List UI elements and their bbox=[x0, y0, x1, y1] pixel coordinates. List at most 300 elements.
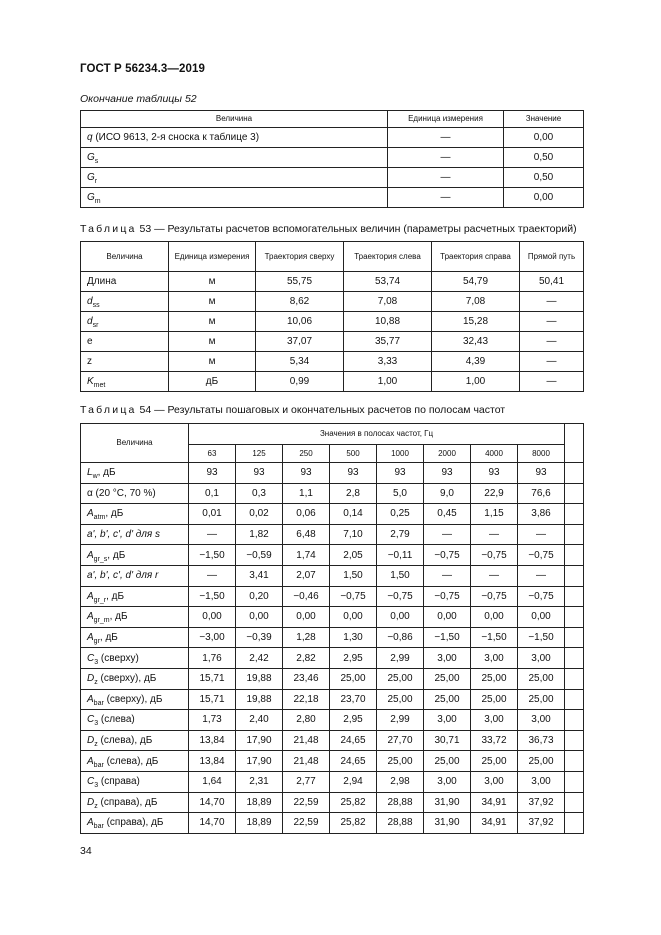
table-row bbox=[81, 188, 584, 208]
value-cell: 2,8 bbox=[330, 483, 377, 504]
quantity-subscript: w bbox=[92, 473, 98, 481]
value-cell: 0,50 bbox=[504, 148, 584, 168]
quantity-subscript: bar bbox=[93, 761, 104, 769]
blank-cell bbox=[565, 668, 584, 689]
value-cell: — bbox=[424, 524, 471, 545]
quantity-subscript: gr_s bbox=[93, 555, 108, 563]
value-cell: −0,75 bbox=[330, 586, 377, 607]
table-row bbox=[81, 332, 584, 352]
quantity-cell bbox=[81, 312, 169, 332]
value-cell: −1,50 bbox=[518, 627, 565, 648]
quantity-cell bbox=[81, 463, 189, 484]
freq-header: 500 bbox=[330, 445, 377, 463]
value-cell: 28,88 bbox=[377, 813, 424, 834]
value-cell: 1,74 bbox=[283, 545, 330, 566]
quantity-cell bbox=[81, 524, 189, 545]
value-cell: 1,15 bbox=[471, 504, 518, 525]
value-cell: 32,43 bbox=[432, 332, 520, 352]
value-cell: 25,00 bbox=[518, 689, 565, 710]
quantity-suffix: (справа), дБ bbox=[103, 817, 164, 829]
quantity-suffix: , дБ bbox=[106, 590, 125, 602]
value-cell: 93 bbox=[471, 463, 518, 484]
value-cell: 55,75 bbox=[256, 272, 344, 292]
freq-header: 4000 bbox=[471, 445, 518, 463]
value-cell: — bbox=[520, 372, 584, 392]
value-cell: −0,86 bbox=[377, 627, 424, 648]
quantity-suffix: (ИСО 9613, 2-я сноска к таблице 3) bbox=[92, 132, 260, 143]
quantity-symbol: A bbox=[87, 549, 94, 561]
quantity-cell bbox=[81, 545, 189, 566]
quantity-suffix: (слева) bbox=[98, 714, 135, 726]
table-row bbox=[81, 292, 584, 312]
value-cell: 37,07 bbox=[256, 332, 344, 352]
value-cell: 0,00 bbox=[330, 607, 377, 628]
table53-caption bbox=[80, 223, 577, 235]
value-cell: 0,00 bbox=[424, 607, 471, 628]
blank-cell bbox=[565, 504, 584, 525]
table52-caption: Окончание таблицы 52 bbox=[80, 93, 197, 105]
value-cell: 25,82 bbox=[330, 813, 377, 834]
table53-caption-label: Таблица bbox=[80, 223, 137, 235]
value-cell: 15,28 bbox=[432, 312, 520, 332]
table-row bbox=[81, 148, 584, 168]
quantity-cell bbox=[81, 771, 189, 792]
table-row bbox=[81, 168, 584, 188]
value-cell: 2,79 bbox=[377, 524, 424, 545]
quantity-cell bbox=[81, 148, 388, 168]
value-cell: 2,77 bbox=[283, 771, 330, 792]
table-53 bbox=[80, 241, 584, 392]
quantity-cell bbox=[81, 372, 169, 392]
quantity-name: Длина bbox=[87, 276, 117, 287]
quantity-subscript: bar bbox=[93, 823, 104, 831]
value-cell: 14,70 bbox=[189, 792, 236, 813]
value-cell: 13,84 bbox=[189, 751, 236, 772]
value-cell: 93 bbox=[424, 463, 471, 484]
value-cell: 0,00 bbox=[504, 128, 584, 148]
col-header-unit: Единица измерения bbox=[388, 111, 504, 128]
value-cell: — bbox=[189, 565, 236, 586]
blank-cell bbox=[565, 607, 584, 628]
quantity-subscript: sr bbox=[92, 322, 99, 329]
value-cell: — bbox=[518, 565, 565, 586]
table-row bbox=[81, 128, 584, 148]
col-header: Единица измерения bbox=[169, 242, 256, 272]
blank-cell bbox=[565, 689, 584, 710]
quantity-cell bbox=[81, 627, 189, 648]
value-cell: 25,00 bbox=[377, 668, 424, 689]
blank-cell bbox=[565, 483, 584, 504]
value-cell: — bbox=[520, 332, 584, 352]
table-row bbox=[81, 372, 584, 392]
value-cell: 15,71 bbox=[189, 668, 236, 689]
quantity-symbol: C bbox=[87, 776, 95, 788]
value-cell: −1,50 bbox=[424, 627, 471, 648]
value-cell: 10,88 bbox=[344, 312, 432, 332]
quantity-suffix: (слева), дБ bbox=[97, 735, 153, 747]
quantity-symbol: A bbox=[87, 611, 94, 623]
quantity-subscript: 3 bbox=[94, 782, 99, 790]
value-cell: 21,48 bbox=[283, 751, 330, 772]
table-row bbox=[81, 463, 584, 484]
value-cell: 37,92 bbox=[518, 792, 565, 813]
table-row bbox=[81, 771, 584, 792]
quantity-symbol: A bbox=[87, 693, 94, 705]
quantity-symbol: d bbox=[87, 296, 93, 307]
quantity-cell bbox=[81, 689, 189, 710]
value-cell: 93 bbox=[189, 463, 236, 484]
table-row bbox=[81, 627, 584, 648]
value-cell: — bbox=[518, 524, 565, 545]
value-cell: 0,20 bbox=[236, 586, 283, 607]
value-cell: 2,05 bbox=[330, 545, 377, 566]
quantity-suffix: (справа), дБ bbox=[97, 796, 158, 808]
table-row bbox=[81, 813, 584, 834]
value-cell: 0,00 bbox=[377, 607, 424, 628]
quantity-subscript: z bbox=[94, 741, 98, 749]
quantity-cell bbox=[81, 813, 189, 834]
value-cell: 1,82 bbox=[236, 524, 283, 545]
quantity-symbol: G bbox=[87, 172, 95, 183]
freq-header: 250 bbox=[283, 445, 330, 463]
value-cell: 93 bbox=[377, 463, 424, 484]
value-cell: 93 bbox=[283, 463, 330, 484]
blank-cell bbox=[565, 792, 584, 813]
quantity-symbol: A bbox=[87, 755, 94, 767]
table-row bbox=[81, 272, 584, 292]
table-row bbox=[81, 689, 584, 710]
table54-caption-label: Таблица bbox=[80, 404, 137, 416]
value-cell: 0,14 bbox=[330, 504, 377, 525]
value-cell: −0,46 bbox=[283, 586, 330, 607]
value-cell: 25,00 bbox=[377, 751, 424, 772]
col-header-value: Значение bbox=[504, 111, 584, 128]
quantity-symbol: C bbox=[87, 652, 95, 664]
value-cell: −0,39 bbox=[236, 627, 283, 648]
col-header: Траектория слева bbox=[344, 242, 432, 272]
value-cell: 0,00 bbox=[518, 607, 565, 628]
col-header: Траектория сверху bbox=[256, 242, 344, 272]
quantity-cell bbox=[81, 504, 189, 525]
value-cell: 35,77 bbox=[344, 332, 432, 352]
value-cell: 2,07 bbox=[283, 565, 330, 586]
value-cell: — bbox=[471, 565, 518, 586]
quantity-subscript: gr_r bbox=[93, 596, 107, 604]
value-cell: 22,59 bbox=[283, 792, 330, 813]
value-cell: 13,84 bbox=[189, 730, 236, 751]
value-cell: 19,88 bbox=[236, 668, 283, 689]
value-cell: — bbox=[471, 524, 518, 545]
quantity-symbol: A bbox=[87, 817, 94, 829]
quantity-cell bbox=[81, 188, 388, 208]
table-row bbox=[81, 545, 584, 566]
quantity-cell bbox=[81, 751, 189, 772]
value-cell: — bbox=[520, 352, 584, 372]
table-row bbox=[81, 352, 584, 372]
value-cell: — bbox=[189, 524, 236, 545]
value-cell: 0,06 bbox=[283, 504, 330, 525]
quantity-symbol: G bbox=[87, 152, 95, 163]
value-cell: 10,06 bbox=[256, 312, 344, 332]
unit-cell: м bbox=[169, 272, 256, 292]
blank-cell bbox=[565, 648, 584, 669]
unit-cell: — bbox=[388, 128, 504, 148]
value-cell: −1,50 bbox=[471, 627, 518, 648]
quantity-cell bbox=[81, 352, 169, 372]
value-cell: 1,00 bbox=[344, 372, 432, 392]
value-cell: 23,46 bbox=[283, 668, 330, 689]
value-cell: 3,00 bbox=[518, 771, 565, 792]
quantity-symbol: L bbox=[87, 467, 93, 479]
col-header-quantity: Величина bbox=[81, 424, 189, 463]
value-cell: 31,90 bbox=[424, 813, 471, 834]
table-row bbox=[81, 792, 584, 813]
quantity-cell bbox=[81, 332, 169, 352]
value-cell: 0,00 bbox=[189, 607, 236, 628]
value-cell: 2,82 bbox=[283, 648, 330, 669]
value-cell: −1,50 bbox=[189, 586, 236, 607]
table53-caption-text: 53 — Результаты расчетов вспомогательных величин (параметры расчетных траекторий) bbox=[139, 223, 577, 235]
value-cell: 27,70 bbox=[377, 730, 424, 751]
quantity-name: e bbox=[87, 336, 93, 347]
quantity-suffix: , дБ bbox=[97, 467, 116, 479]
value-cell: 7,10 bbox=[330, 524, 377, 545]
value-cell: 5,0 bbox=[377, 483, 424, 504]
value-cell: 1,73 bbox=[189, 710, 236, 731]
unit-cell: м bbox=[169, 312, 256, 332]
quantity-symbol: A bbox=[87, 508, 94, 520]
quantity-subscript: r bbox=[94, 178, 98, 185]
value-cell: −0,59 bbox=[236, 545, 283, 566]
table-52 bbox=[80, 110, 584, 208]
value-cell: 25,00 bbox=[471, 689, 518, 710]
value-cell: 25,00 bbox=[518, 751, 565, 772]
quantity-suffix: α (20 °C, 70 %) bbox=[87, 487, 156, 499]
value-cell: 1,30 bbox=[330, 627, 377, 648]
value-cell: 2,99 bbox=[377, 710, 424, 731]
value-cell: 22,18 bbox=[283, 689, 330, 710]
value-cell: 93 bbox=[518, 463, 565, 484]
value-cell: 2,80 bbox=[283, 710, 330, 731]
value-cell: −3,00 bbox=[189, 627, 236, 648]
quantity-symbol: D bbox=[87, 796, 95, 808]
quantity-symbol: a', b', c', d' для s bbox=[87, 529, 161, 541]
value-cell: — bbox=[520, 312, 584, 332]
freq-header: 1000 bbox=[377, 445, 424, 463]
value-cell: 0,99 bbox=[256, 372, 344, 392]
value-cell: 18,89 bbox=[236, 813, 283, 834]
value-cell: 1,50 bbox=[377, 565, 424, 586]
value-cell: −0,75 bbox=[518, 586, 565, 607]
value-cell: 2,40 bbox=[236, 710, 283, 731]
blank-cell bbox=[565, 751, 584, 772]
value-cell: −0,75 bbox=[471, 586, 518, 607]
value-cell: 50,41 bbox=[520, 272, 584, 292]
value-cell: −1,50 bbox=[189, 545, 236, 566]
value-cell: 3,00 bbox=[471, 710, 518, 731]
value-cell: 2,99 bbox=[377, 648, 424, 669]
value-cell: 5,34 bbox=[256, 352, 344, 372]
blank-cell bbox=[565, 524, 584, 545]
freq-header: 63 bbox=[189, 445, 236, 463]
table-row bbox=[81, 565, 584, 586]
value-cell: 0,00 bbox=[471, 607, 518, 628]
quantity-subscript: gr bbox=[93, 638, 100, 646]
value-cell: 25,00 bbox=[377, 689, 424, 710]
value-cell: 93 bbox=[330, 463, 377, 484]
value-cell: 76,6 bbox=[518, 483, 565, 504]
value-cell: 21,48 bbox=[283, 730, 330, 751]
quantity-symbol: C bbox=[87, 714, 95, 726]
unit-cell: — bbox=[388, 168, 504, 188]
quantity-suffix: , дБ bbox=[99, 632, 118, 644]
quantity-cell bbox=[81, 586, 189, 607]
value-cell: 30,71 bbox=[424, 730, 471, 751]
unit-cell: — bbox=[388, 148, 504, 168]
value-cell: −0,75 bbox=[518, 545, 565, 566]
quantity-suffix: , дБ bbox=[107, 549, 126, 561]
value-cell: 25,00 bbox=[424, 689, 471, 710]
col-header-frequency-group: Значения в полосах частот, Гц bbox=[189, 424, 565, 445]
quantity-suffix: (справа) bbox=[98, 776, 140, 788]
value-cell: −0,11 bbox=[377, 545, 424, 566]
value-cell: 25,00 bbox=[330, 668, 377, 689]
value-cell: 2,94 bbox=[330, 771, 377, 792]
value-cell: 25,00 bbox=[471, 751, 518, 772]
value-cell: −0,75 bbox=[424, 545, 471, 566]
table-row bbox=[81, 483, 584, 504]
value-cell: 2,95 bbox=[330, 648, 377, 669]
value-cell: 33,72 bbox=[471, 730, 518, 751]
value-cell: 2,98 bbox=[377, 771, 424, 792]
value-cell: 14,70 bbox=[189, 813, 236, 834]
table-row bbox=[81, 607, 584, 628]
value-cell: −0,75 bbox=[424, 586, 471, 607]
value-cell: 24,65 bbox=[330, 751, 377, 772]
value-cell: 25,00 bbox=[471, 668, 518, 689]
value-cell: — bbox=[424, 565, 471, 586]
value-cell: 53,74 bbox=[344, 272, 432, 292]
value-cell: 6,48 bbox=[283, 524, 330, 545]
quantity-suffix: (сверху) bbox=[98, 652, 139, 664]
document-header: ГОСТ Р 56234.3—2019 bbox=[80, 63, 205, 75]
blank-cell bbox=[565, 586, 584, 607]
value-cell: 0,02 bbox=[236, 504, 283, 525]
quantity-subscript: bar bbox=[93, 699, 104, 707]
table54-caption bbox=[80, 404, 505, 416]
quantity-subscript: gr_m bbox=[93, 617, 110, 625]
value-cell: 3,00 bbox=[518, 648, 565, 669]
value-cell: 7,08 bbox=[432, 292, 520, 312]
blank-cell bbox=[565, 730, 584, 751]
value-cell: 22,59 bbox=[283, 813, 330, 834]
quantity-suffix: , дБ bbox=[105, 508, 124, 520]
value-cell: 36,73 bbox=[518, 730, 565, 751]
col-header-quantity: Величина bbox=[81, 111, 388, 128]
table-row bbox=[81, 730, 584, 751]
quantity-subscript: 3 bbox=[94, 658, 99, 666]
value-cell: 0,25 bbox=[377, 504, 424, 525]
value-cell: 34,91 bbox=[471, 792, 518, 813]
value-cell: 2,95 bbox=[330, 710, 377, 731]
value-cell: 1,00 bbox=[432, 372, 520, 392]
value-cell: 1,76 bbox=[189, 648, 236, 669]
value-cell: 0,50 bbox=[504, 168, 584, 188]
quantity-symbol: q bbox=[87, 132, 93, 143]
quantity-symbol: a', b', c', d' для r bbox=[87, 570, 159, 582]
value-cell: 28,88 bbox=[377, 792, 424, 813]
quantity-subscript: z bbox=[94, 802, 98, 810]
blank-cell bbox=[565, 813, 584, 834]
unit-cell: м bbox=[169, 352, 256, 372]
value-cell: 23,70 bbox=[330, 689, 377, 710]
blank-cell bbox=[565, 545, 584, 566]
table-54 bbox=[80, 423, 584, 834]
value-cell: 24,65 bbox=[330, 730, 377, 751]
unit-cell: дБ bbox=[169, 372, 256, 392]
quantity-symbol: A bbox=[87, 590, 94, 602]
value-cell: 3,00 bbox=[424, 771, 471, 792]
value-cell: 0,00 bbox=[236, 607, 283, 628]
value-cell: 93 bbox=[236, 463, 283, 484]
value-cell: 3,41 bbox=[236, 565, 283, 586]
unit-cell: м bbox=[169, 332, 256, 352]
col-header: Траектория справа bbox=[432, 242, 520, 272]
col-header: Прямой путь bbox=[520, 242, 584, 272]
value-cell: 31,90 bbox=[424, 792, 471, 813]
value-cell: 1,64 bbox=[189, 771, 236, 792]
quantity-cell bbox=[81, 292, 169, 312]
value-cell: 1,28 bbox=[283, 627, 330, 648]
value-cell: 2,31 bbox=[236, 771, 283, 792]
value-cell: 25,00 bbox=[424, 668, 471, 689]
table-row bbox=[81, 648, 584, 669]
quantity-cell bbox=[81, 483, 189, 504]
value-cell: 54,79 bbox=[432, 272, 520, 292]
value-cell: 34,91 bbox=[471, 813, 518, 834]
freq-header: 8000 bbox=[518, 445, 565, 463]
col-header: Величина bbox=[81, 242, 169, 272]
value-cell: 0,1 bbox=[189, 483, 236, 504]
table-row bbox=[81, 504, 584, 525]
value-cell: 8,62 bbox=[256, 292, 344, 312]
value-cell: 3,00 bbox=[424, 710, 471, 731]
quantity-subscript: 3 bbox=[94, 720, 99, 728]
value-cell: 0,00 bbox=[504, 188, 584, 208]
quantity-subscript: s bbox=[94, 158, 99, 165]
value-cell: 3,00 bbox=[471, 648, 518, 669]
value-cell: 0,00 bbox=[283, 607, 330, 628]
value-cell: 25,00 bbox=[518, 668, 565, 689]
value-cell: 17,90 bbox=[236, 751, 283, 772]
quantity-suffix: (слева), дБ bbox=[103, 755, 159, 767]
quantity-symbol: G bbox=[87, 192, 95, 203]
blank-cell bbox=[565, 565, 584, 586]
quantity-suffix: (сверху), дБ bbox=[103, 693, 163, 705]
value-cell: 2,42 bbox=[236, 648, 283, 669]
unit-cell: — bbox=[388, 188, 504, 208]
value-cell: 3,33 bbox=[344, 352, 432, 372]
value-cell: 19,88 bbox=[236, 689, 283, 710]
value-cell: 25,82 bbox=[330, 792, 377, 813]
quantity-symbol: K bbox=[87, 376, 94, 387]
quantity-cell bbox=[81, 565, 189, 586]
quantity-cell bbox=[81, 168, 388, 188]
quantity-suffix: (сверху), дБ bbox=[97, 673, 157, 685]
value-cell: −0,75 bbox=[377, 586, 424, 607]
value-cell: 3,00 bbox=[518, 710, 565, 731]
table-row bbox=[81, 751, 584, 772]
